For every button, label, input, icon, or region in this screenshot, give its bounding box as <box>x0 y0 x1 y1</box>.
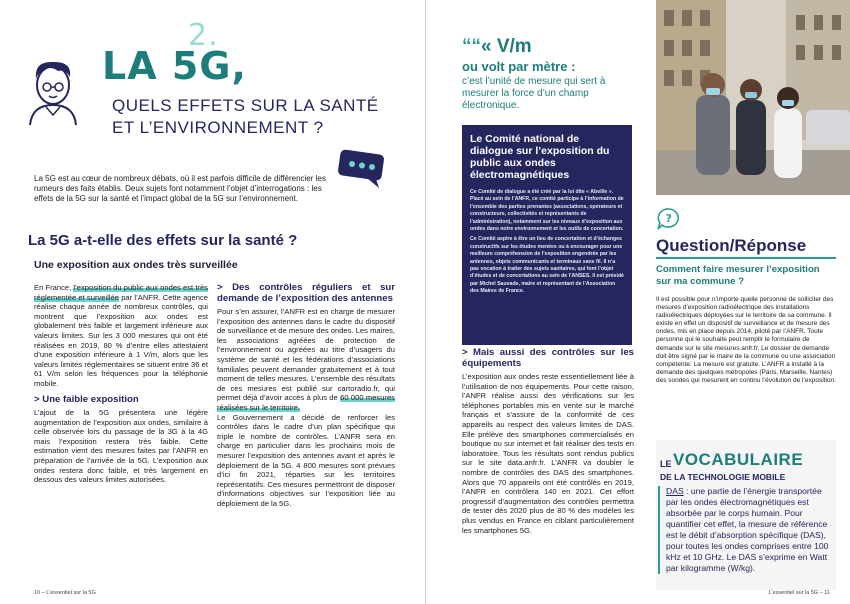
street-photo <box>656 0 850 195</box>
comite-info-box <box>462 125 632 345</box>
section-title: La 5G a-t-elle des effets sur la santé ? <box>28 232 298 249</box>
intro-paragraph: La 5G est au cœur de nombreux débats, où il est parfois difficile de différencier les rumeurs des faits établis. Deux sujets font notamment l’objet d’interrogations : les effets de la 5G sur la santé et l’impact global de la 5G sur l’environnement. <box>34 174 326 203</box>
chapter-number: 2. <box>188 18 219 53</box>
vocabulary-le: LE <box>660 459 672 469</box>
vocabulary-definition: DAS : une partie de l’énergie transportée par les ondes électromagnétiques est absorbée par le corps humain. Pour quantifier cet effet, la mesure de référence est le débit d’absorption spécifique (DAS), pour toutes les ondes comprises entre 100 kHz et 10 GHz. Le DAS s’exprime en Watt par kilogramme (W/kg). <box>658 486 833 574</box>
comite-box-paragraph-2: Ce Comité aspire à être un lieu de concertation et d’échanges constructifs sur les études menées ou à encourager pour une meilleure compréhension de l’exposition engendrée par les antennes, objets communicants et terminaux sans fil. Il n’a pas vocation à traiter des sujets sanitaires, qui font l’objet d’études et de concertations au sein de l’ANSES. Il est présidé par Michel Sauvade, maire et représentant de l’Association des Maires de France. <box>470 236 624 295</box>
column-3 <box>462 346 634 535</box>
speech-bubble-icon <box>337 148 387 190</box>
svg-text:?: ? <box>665 212 672 225</box>
qr-title: Question/Réponse <box>656 236 807 255</box>
quote-body: c’est l’unité de mesure qui sert à mesurer la force d’un champ électronique. <box>462 76 606 111</box>
col1-paragraph-2: L’ajout de la 5G présentera une légère augmentation de l’exposition aux ondes, similaire à celle observée lors du passage de la 3G à la 4G mais l’exposition restera très faible. Cette estimation vient des mesures faites par l’ANFR en préparation de l’arrivée de la 5G. L’exposition aux ondes restera donc faible, et très largement en dessous des valeurs limites autorisées. <box>34 408 208 485</box>
right-footer: L’essentiel sur la 5G – 11 <box>768 590 830 596</box>
right-page <box>425 0 850 604</box>
col2-paragraph-1: Pour s’en assurer, l’ANFR est en charge de mesurer l’exposition des antennes dans le cadre du dispositif de surveillance et de mesure des ondes. Les maires, les associations agréées de protection de l’environnement ou agréées au titre d’usagers du système de santé et les fédérations d’associations familiales peuvent demander gratuitement et à tout moment de telles mesures. L’ensemble des résultats de ces mesures est publié sur cartoradio.fr, qui permet déjà d’avoir accès à plus de 60 000 mesures réalisées sur le territoire. <box>217 307 395 412</box>
col3-paragraph: L’exposition aux ondes reste essentiellement liée à l’utilisation de nos équipements. Pour cette raison, l’ANFR réalise aussi des vérifications sur les téléphones portables mis en vente sur le marché français et s’assure de la conformité de ces appareils au respect des valeurs limites de DAS. Elle prélève des smartphones commercialisés en boutique ou sur internet et fait réaliser des tests en laboratoire. Tous les résultats sont rendus publics sur le site data.anfr.fr. L’ANFR va doubler le nombre de contrôles des DAS des smartphones. Alors que 70 appareils ont été contrôlés en 2019, l’ANFR en contrôlera 140 en 2021. Cet effort progressif d’augmentation des contrôles permettra de tester dès 2020 plus de 80 % des modèles les plus vendus en France en ciblant particulièrement les smartphones 5G. <box>462 372 634 535</box>
question-bubble-icon <box>656 207 682 231</box>
column-2 <box>217 283 395 508</box>
vocabulary-term: DAS <box>666 486 684 496</box>
comite-box-title: Le Comité national de dialogue sur l’exposition du public aux ondes électromagnétiques <box>470 133 610 181</box>
left-footer: 10 – L’essentiel sur la 5G <box>34 590 96 596</box>
qr-question: Comment faire mesurer l’exposition sur ma commune ? <box>656 264 820 287</box>
col1-paragraph-1: En France, l’exposition du public aux ondes est très réglementée et surveillée par l’ANFR. Cette agence réalise chaque année de nombreux contrôles, qui montrent que l’exposition aux ondes est globalement très faible et largement inférieure aux valeurs limites. Sur les 3 000 mesures qui ont été réalisées en 2019, 80 % d’entre elles attestaient d’une exposition inférieure à 1 V/m, alors que les valeurs limites réglementaires se situent entre 36 et 61 V/m selon les fréquences pour la téléphonie mobile. <box>34 283 208 388</box>
qr-divider <box>656 257 836 259</box>
qr-answer: Il est possible pour n’importe quelle personne de solliciter des mesures d’exposition radioélectrique des installations radioélectriques déployées sur le territoire de sa commune. Il existe en effet un dispositif de surveillance et de mesure des ondes, mis en place depuis 2014, piloté par l’ANFR. Toute personne qui le souhaite peut remplir le formulaire de demande sur le site mesures.anfr.fr. Le dossier de demande doit être signé par le maire de la commune ou une association compétente. La mesure est gratuite. L’ANFR a installé à la demande des quelques métropoles (Paris, Marseille, Nantes) des sondes qui mesurent en continu l’évolution de l’exposition. <box>656 296 836 384</box>
col1-subheading: > Une faible exposition <box>34 393 139 405</box>
comite-box-paragraph-1: Ce Comité de dialogue a été créé par la loi dite « Abeille ». Placé au sein de l’ANFR, ce comité participe à l’information de l’ensemble des parties prenantes (associations, opérateurs et constructeurs, collectivités et représentants de l’administration), notamment sur les niveaux d’exposition aux ondes dans notre environnement et les outils de concertation. <box>470 189 624 233</box>
page-title: LA 5G, <box>102 44 247 88</box>
page-subtitle-line2: ET L’ENVIRONNEMENT ? <box>112 118 324 137</box>
column-1 <box>34 283 208 485</box>
quote-subtitle: ou volt par mètre : <box>462 59 576 74</box>
quote-title: ““« V/m <box>462 36 532 57</box>
vocabulary-title: VOCABULAIRE <box>673 450 804 469</box>
vocabulary-subtitle: DE LA TECHNOLOGIE MOBILE <box>660 472 786 482</box>
page-subtitle-line1: QUELS EFFETS SUR LA SANTÉ <box>112 96 379 115</box>
person-illustration-icon <box>22 55 84 127</box>
col2-paragraph-2: Le Gouvernement a décidé de renforcer les contrôles dans le cadre d’un plan spécifique qui triple le nombre de contrôles. L’ANFR sera en charge en particulier dans les prochains mois de mesurer l’exposition des antennes avant et après le déploiement de la 5G. 4 800 mesures sont prévues d’ici fin 2021, réparties sur les territoires représentatifs. Ces mesures permettront de disposer d’informations objectives sur l’exposition liée au déploiement de la 5G. <box>217 412 395 508</box>
section-subtitle: Une exposition aux ondes très surveillée <box>34 259 238 271</box>
col2-subheading: > Des contrôles réguliers et sur demande de l’exposition des antennes <box>217 282 395 304</box>
col3-subheading: > Mais aussi des contrôles sur les équipements <box>462 347 634 369</box>
